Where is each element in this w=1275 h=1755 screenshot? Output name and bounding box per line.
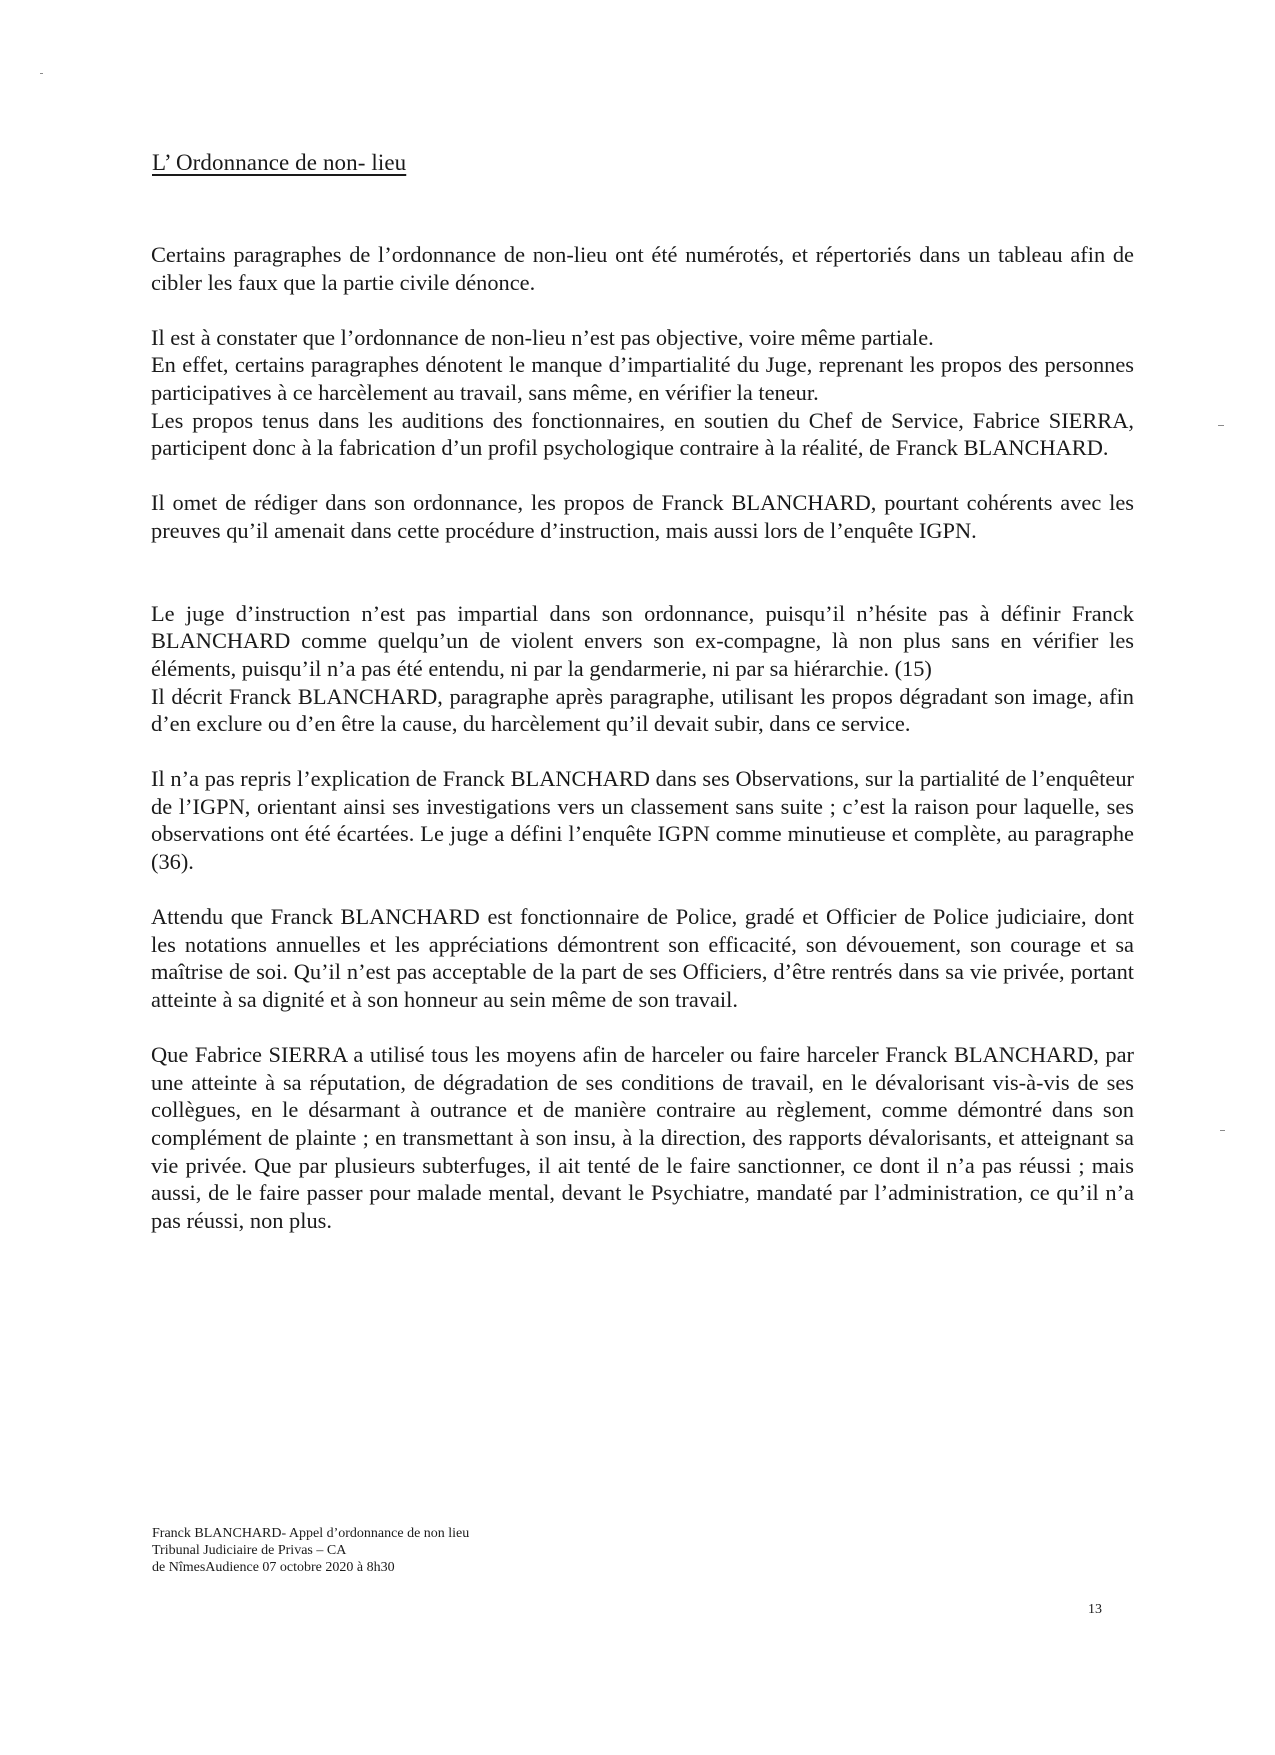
paragraph-2: Il est à constater que l’ordonnance de non-lieu n’est pas objective, voire même partiale. [151,324,934,350]
scan-mark [1220,1130,1225,1131]
document-body [151,241,1134,1234]
scan-mark [40,73,43,74]
paragraph-spacer [151,545,1134,600]
paragraph-4: Les propos tenus dans les auditions des fonctionnaires, en soutien du Chef de Service, Fabrice SIERRA, participent donc à la fabrication d’un profil psychologique contraire à la réalité, de Franck BLANCHARD. [151,407,1134,461]
paragraph-spacer [151,296,1134,324]
paragraph-6: Le juge d’instruction n’est pas impartial dans son ordonnance, puisqu’il n’hésite pas à définir Franck BLANCHARD comme quelqu’un de violent envers son ex-compagne, là non plus sans en vérifier les éléments, puisqu’il n’a pas été entendu, ni par la gendarmerie, ni par sa hiérarchie. (15) [151,600,1134,681]
paragraph-spacer [151,876,1134,904]
footer-line-3: de NîmesAudience 07 octobre 2020 à 8h30 [152,1560,395,1575]
paragraph-8: Il n’a pas repris l’explication de Franck BLANCHARD dans ses Observations, sur la partialité de l’enquêteur de l’IGPN, orientant ainsi ses investigations vers un classement sans suite ; c’est la raison pour laquelle, ses observations ont été écartées. Le juge a défini l’enquête IGPN comme minutieuse et complète, au paragraphe (36). [151,766,1134,875]
paragraph-1: Certains paragraphes de l’ordonnance de non-lieu ont été numérotés, et répertoriés dans un tableau afin de cibler les faux que la partie civile dénonce. [151,242,1134,295]
paragraph-7: Il décrit Franck BLANCHARD, paragraphe après paragraphe, utilisant les propos dégradant son image, afin d’en exclure ou d’en être la cause, du harcèlement qu’il devait subir, dans ce service. [151,683,1134,737]
paragraph-spacer [151,738,1134,766]
page-footer [152,1525,469,1576]
page-number: 13 [1088,1602,1102,1617]
paragraph-3: En effet, certains paragraphes dénotent le manque d’impartialité du Juge, reprenant les propos des personnes participatives à ce harcèlement au travail, sans même, en vérifier la teneur. [151,352,1134,405]
paragraph-10: Que Fabrice SIERRA a utilisé tous les moyens afin de harceler ou faire harceler Franck BLANCHARD, par une atteinte à sa réputation, de dégradation de ses conditions de travail, en le dévalorisant vis-à-vis de ses collègues, en le désarmant à outrance et de manière contraire au règlement, comme démontré dans son complément de plainte ; en transmettant à son insu, à la direction, des rapports dévalorisants, et atteignant sa vie privée. Que par plusieurs subterfuges, il ait tenté de le faire sanctionner, ce dont il n’a pas réussi ; mais aussi, de le faire passer pour malade mental, devant le Psychiatre, mandaté par l’administration, ce qu’il n’a pas réussi, non plus. [151,1042,1134,1233]
footer-line-2: Tribunal Judiciaire de Privas – CA [152,1543,347,1558]
paragraph-spacer [151,1014,1134,1042]
paragraph-spacer [151,462,1134,490]
section-heading: L’ Ordonnance de non- lieu [152,150,407,175]
paragraph-5: Il omet de rédiger dans son ordonnance, les propos de Franck BLANCHARD, pourtant cohérents avec les preuves qu’il amenait dans cette procédure d’instruction, mais aussi lors de l’enquête IGPN. [151,490,1134,543]
scan-mark [1218,425,1224,426]
footer-line-1: Franck BLANCHARD- Appel d’ordonnance de non lieu [152,1526,470,1541]
paragraph-9: Attendu que Franck BLANCHARD est fonctionnaire de Police, gradé et Officier de Police judiciaire, dont les notations annuelles et les appréciations démontrent son efficacité, son dévouement, son courage et sa maîtrise de soi. Qu’il n’est pas acceptable de la part de ses Officiers, d’être rentrés dans sa vie privée, portant atteinte à sa dignité et à son honneur au sein même de son travail. [151,904,1134,1013]
